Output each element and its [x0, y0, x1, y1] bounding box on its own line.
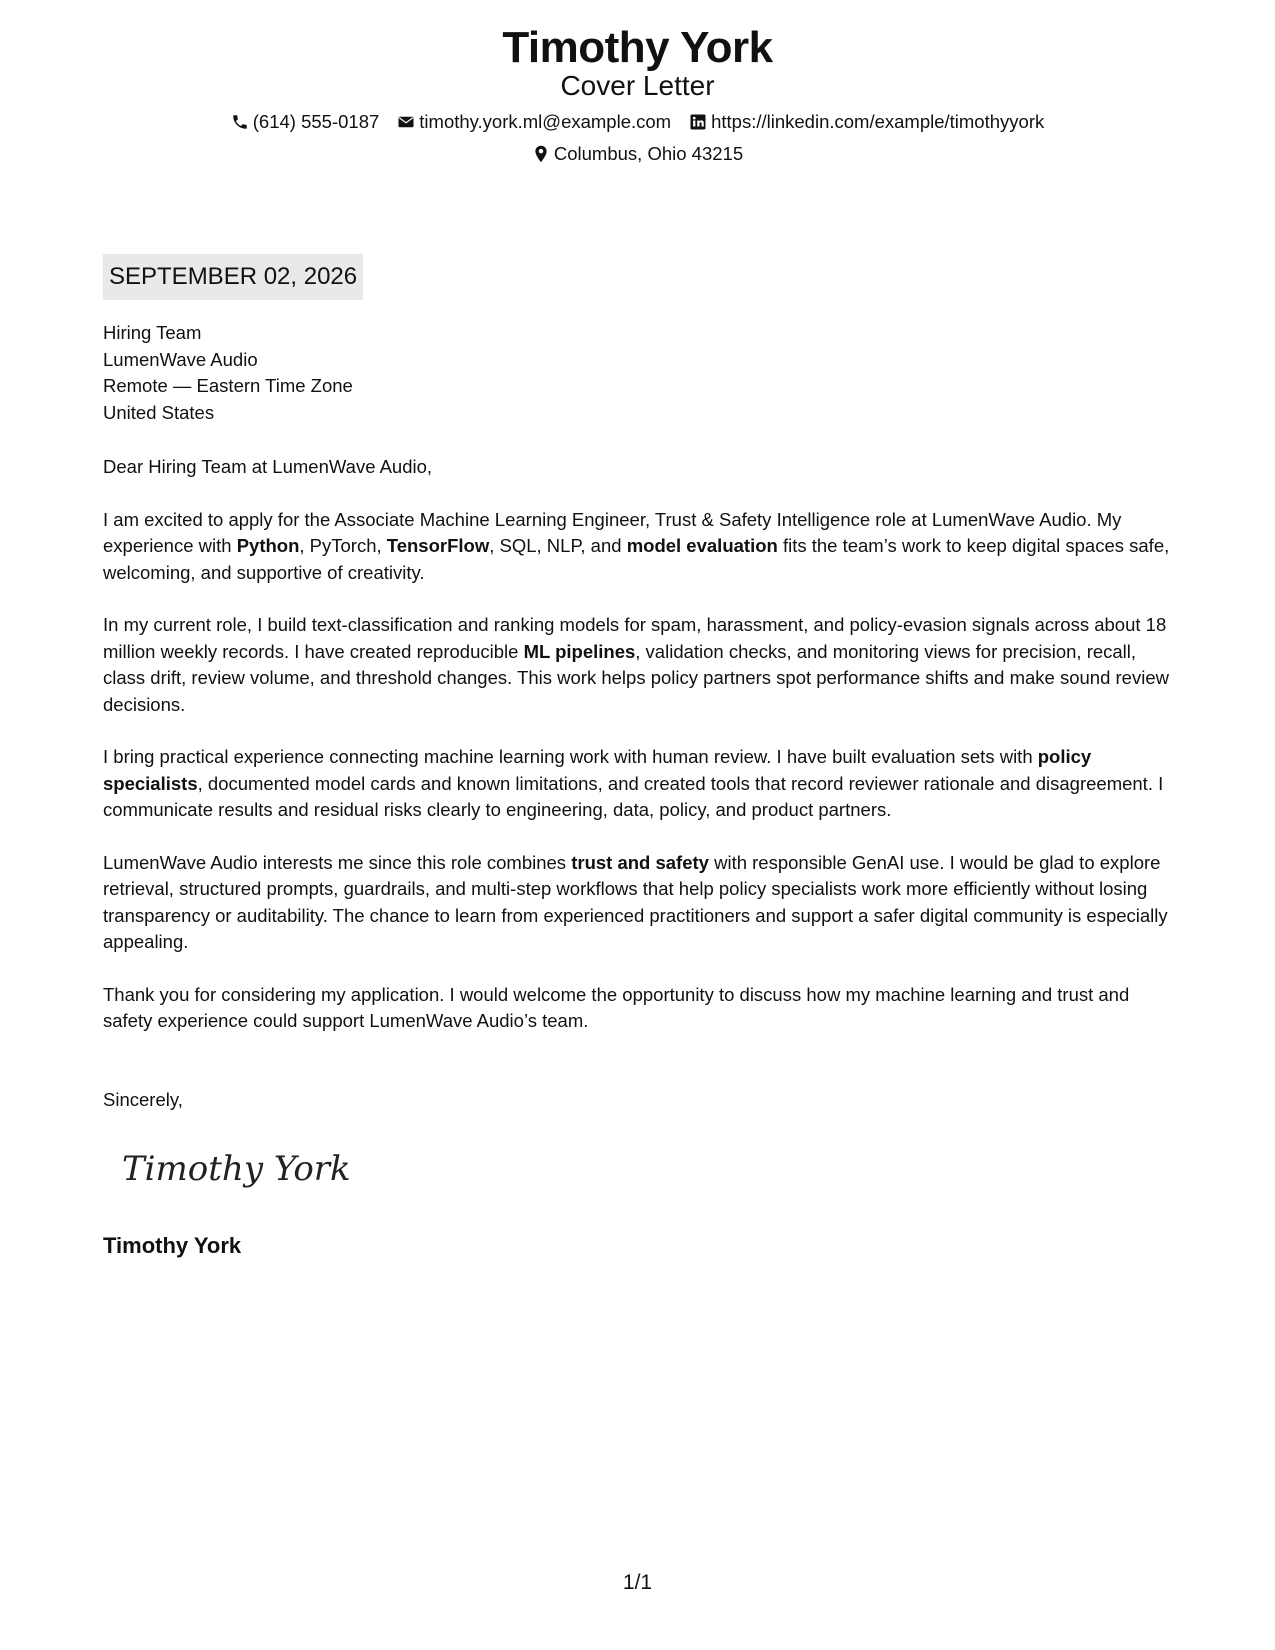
applicant-name: Timothy York	[502, 23, 773, 72]
handwritten-signature	[122, 1140, 352, 1200]
body-paragraph	[103, 850, 1183, 956]
letter-date: SEPTEMBER 02, 2026	[103, 254, 363, 300]
emphasized-keyword: Python	[236, 535, 300, 556]
closing: Sincerely,	[103, 1089, 183, 1110]
paragraph-text: fits the team’s work to keep digital spaces safe, welcoming, and supportive of creativity.	[103, 535, 1170, 583]
phone-icon	[231, 113, 249, 131]
linkedin-url[interactable]: https://linkedin.com/example/timothyyork	[711, 111, 1045, 132]
phone-number: (614) 555-0187	[252, 111, 380, 132]
signer-name: Timothy York	[103, 1233, 242, 1258]
linkedin-icon	[689, 113, 707, 131]
letter-header	[0, 22, 1275, 166]
paragraph-text: I am excited to apply for the Associate Machine Learning Engineer, Trust & Safety Intelligence role at LumenWave Audio. My experience with	[103, 508, 1122, 556]
paragraph-text: , documented model cards and known limitations, and created tools that record reviewer rationale and disagreement. I communicate results and residual risks clearly to engineering, data, policy, and product partners.	[103, 772, 1164, 820]
paragraph-text: In my current role, I build text-classification and ranking models for spam, harassment, and policy-evasion signals across about 18 million weekly records. I have created reproducible	[103, 614, 1167, 662]
paragraph-text: I bring practical experience connecting machine learning work with human review. I have built evaluation sets with	[103, 746, 1038, 767]
contact-row-primary	[0, 110, 1275, 134]
emphasized-keyword: trust and safety	[571, 851, 709, 873]
emphasized-keyword: policy specialists	[103, 746, 1092, 794]
body-paragraph	[103, 612, 1183, 718]
body-paragraph	[103, 507, 1183, 587]
paragraph-text: with responsible GenAI use. I would be glad to explore retrieval, structured prompts, guardrails, and multi-step workflows that help policy specialists work more efficiently without losing transparency or auditability. The chance to learn from experienced practitioners and support a safer digital community is especially appealing.	[103, 851, 1168, 952]
emphasized-keyword: model evaluation	[626, 535, 778, 556]
recipient-line: United States	[103, 401, 215, 423]
paragraph-text: , validation checks, and monitoring views for precision, recall, class drift, review volume, and threshold changes. This work helps policy partners spot performance shifts and make sound review decisions.	[103, 640, 1169, 715]
signature-image: Timothy York	[122, 1149, 351, 1189]
contact-phone	[231, 110, 380, 134]
recipient-line: LumenWave Audio	[103, 348, 258, 370]
recipient-block	[103, 320, 353, 426]
body-paragraph	[103, 744, 1183, 824]
emphasized-keyword: ML pipelines	[523, 640, 636, 662]
contact-row-secondary	[0, 142, 1275, 166]
contact-location	[532, 142, 743, 166]
paragraph-text: , SQL, NLP, and	[489, 535, 627, 556]
envelope-icon	[397, 113, 415, 131]
contact-linkedin[interactable]	[689, 110, 1044, 134]
paragraph-text: , PyTorch,	[299, 535, 387, 556]
recipient-line: Remote — Eastern Time Zone	[103, 375, 353, 396]
page-number: 1/1	[622, 1571, 653, 1594]
salutation: Dear Hiring Team at LumenWave Audio,	[103, 456, 433, 477]
emphasized-keyword: TensorFlow	[386, 535, 490, 556]
letter-body	[103, 454, 1183, 1061]
recipient-line: Hiring Team	[103, 322, 202, 343]
contact-email[interactable]	[397, 110, 671, 134]
map-pin-icon	[532, 145, 550, 163]
email-address[interactable]: timothy.york.ml@example.com	[419, 111, 672, 132]
body-paragraph	[103, 982, 1183, 1035]
body-paragraphs	[103, 507, 1183, 1035]
paragraph-text: Thank you for considering my application. I would welcome the opportunity to discuss how my machine learning and trust and safety experience could support LumenWave Audio’s team.	[103, 983, 1130, 1031]
document-type: Cover Letter	[560, 70, 715, 101]
paragraph-text: LumenWave Audio interests me since this role combines	[103, 851, 572, 873]
location-text: Columbus, Ohio 43215	[553, 143, 744, 164]
